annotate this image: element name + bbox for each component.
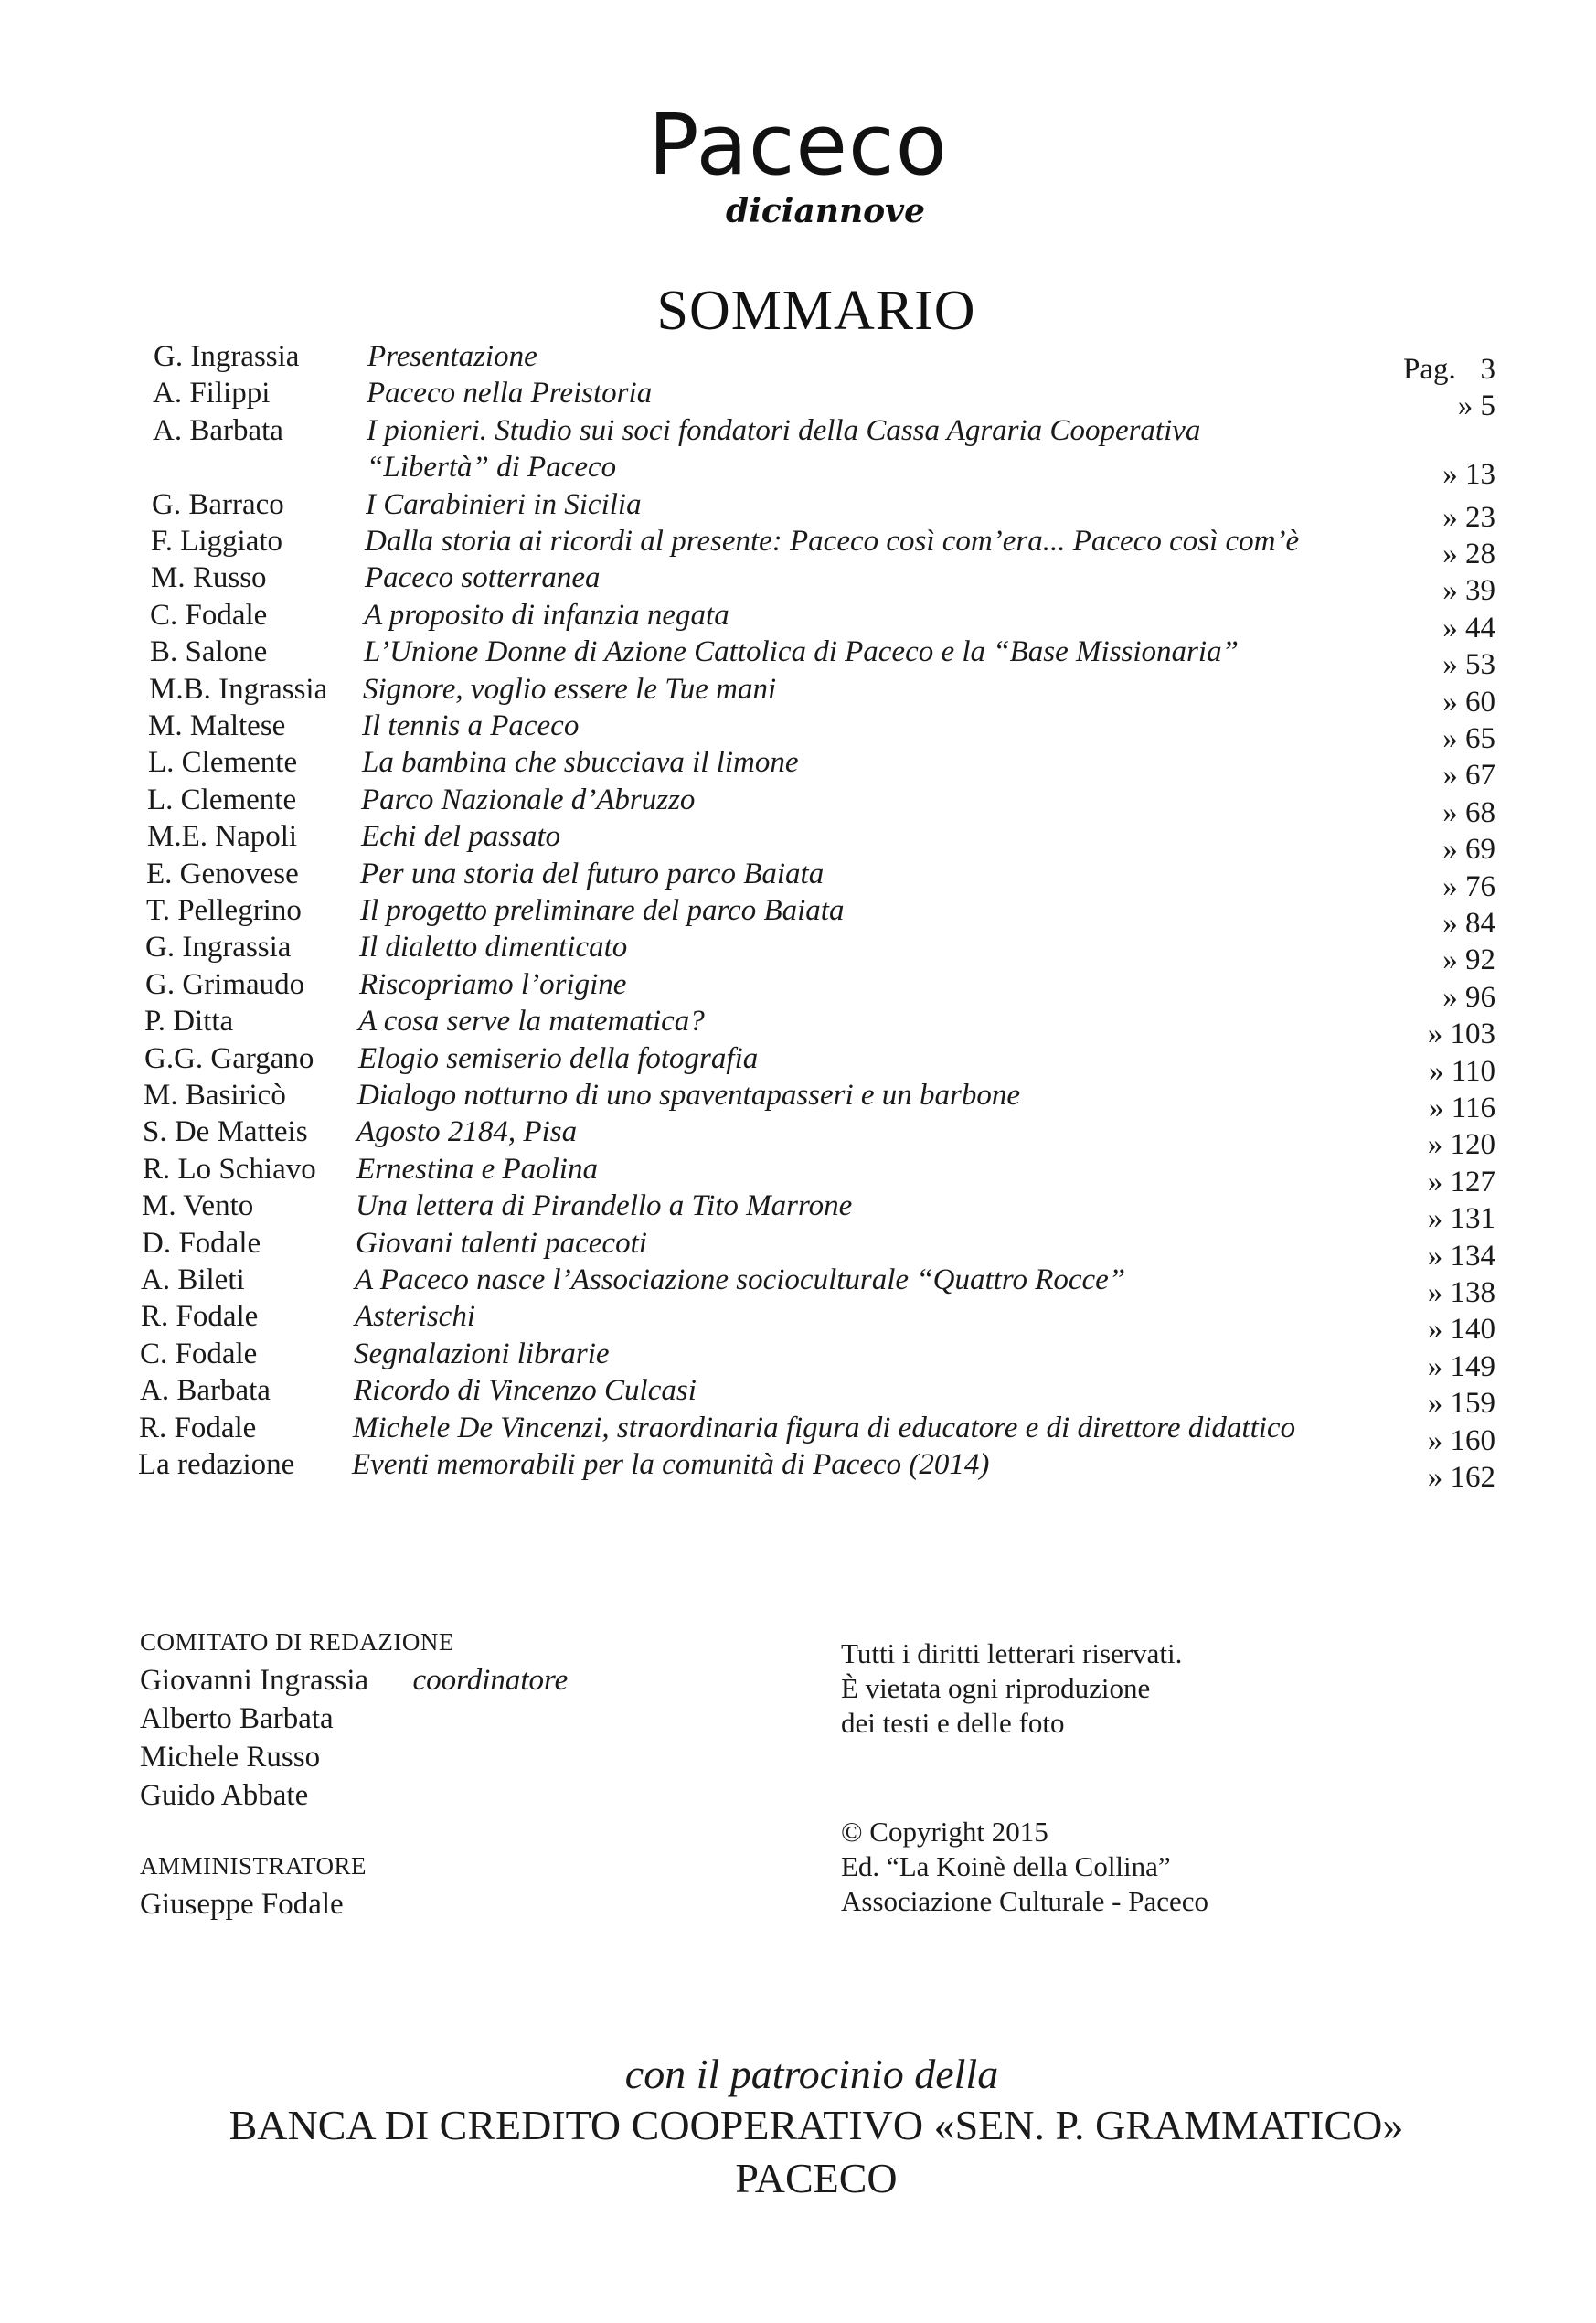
toc-article-title: Per una storia del futuro parco Baiata (360, 857, 825, 890)
toc-entry (0, 1410, 1596, 1457)
publisher-line: Ed. “La Koinè della Collina” (841, 1850, 1171, 1882)
toc-entry (0, 1298, 1596, 1347)
rights-line: Tutti i diritti letterari riservati. (841, 1637, 1183, 1669)
toc-entry (0, 486, 1596, 534)
rights-line: È vietata ogni riproduzione (841, 1672, 1151, 1704)
toc-article-title: Giovani talenti pacecoti (356, 1226, 647, 1260)
toc-entry (0, 966, 1596, 1014)
toc-author: G. Ingrassia (145, 931, 292, 964)
patron-town: PACECO (735, 2155, 898, 2201)
toc-article-title: Ernestina e Paolina (356, 1152, 598, 1186)
patron-bank-name: BANCA DI CREDITO COOPERATIVO «SEN. P. GRAMMATICO» (229, 2102, 1404, 2148)
toc-author: C. Fodale (140, 1337, 258, 1370)
toc-page-number: » 120 (1427, 1128, 1495, 1162)
page-column-label: Pag. (1403, 353, 1456, 386)
toc-article-title: Il progetto preliminare del parco Baiata (360, 894, 845, 927)
toc-article-title: A proposito di infanzia negata (364, 598, 729, 632)
toc-author: La redazione (138, 1448, 295, 1481)
toc-entry (0, 1336, 1596, 1383)
toc-page-number: » 134 (1427, 1239, 1495, 1273)
toc-entry (0, 1040, 1596, 1088)
toc-page-number: » 103 (1427, 1018, 1495, 1051)
toc-page-number: » 131 (1427, 1202, 1495, 1236)
toc-page-number: » 159 (1427, 1387, 1495, 1421)
toc-entry (0, 375, 1596, 423)
committee-block (140, 1623, 568, 1815)
toc-author: M. Vento (142, 1189, 254, 1223)
toc-article-title: Segnalazioni librarie (354, 1337, 610, 1370)
toc-entry (0, 1114, 1596, 1162)
rights-notice (841, 1636, 1182, 1741)
toc-article-title: A cosa serve la matematica? (358, 1005, 705, 1039)
toc-entry (0, 1372, 1596, 1421)
toc-entry (0, 1188, 1596, 1236)
toc-page-number: » 162 (1427, 1461, 1495, 1494)
toc-article-title: Signore, voglio essere le Tue mani (363, 672, 777, 706)
committee-label: COMITATO DI REDAZIONE (140, 1628, 454, 1656)
toc-entry (0, 782, 1596, 829)
toc-entry (0, 1003, 1596, 1051)
toc-article-title: I pionieri. Studio sui soci fondatori della Cassa Agraria Cooperativa (367, 413, 1201, 447)
committee-member: Alberto Barbata (140, 1702, 334, 1735)
committee-member: Giovanni Ingrassia coordinatore (140, 1664, 569, 1697)
toc-page-number: » 76 (1442, 869, 1495, 903)
toc-entry (0, 338, 1596, 386)
toc-entry (0, 671, 1596, 719)
toc-author: R. Fodale (139, 1411, 257, 1444)
toc-author: G.G. Gargano (144, 1041, 314, 1075)
toc-entry (0, 818, 1596, 867)
administrator-block (140, 1847, 367, 1923)
toc-article-title: L’Unione Donne di Azione Cattolica di Paceco e la “Base Missionaria” (364, 635, 1239, 669)
copyright-notice (841, 1815, 1208, 1919)
toc-article-title: La bambina che sbucciava il limone (362, 746, 799, 780)
toc-page-number: » 60 (1442, 685, 1495, 719)
toc-entry (0, 1262, 1596, 1309)
toc-author: G. Grimaudo (145, 967, 305, 1001)
toc-author: R. Lo Schiavo (143, 1152, 316, 1186)
toc-page-number: » 44 (1442, 611, 1495, 645)
toc-page-number: » 28 (1442, 538, 1495, 570)
toc-page-number: » 92 (1442, 943, 1495, 977)
toc-entry (0, 856, 1596, 903)
toc-page-number: » 67 (1442, 759, 1495, 793)
toc-entry (0, 634, 1596, 682)
toc-heading: SOMMARIO (656, 280, 976, 342)
toc-author: M. Russo (151, 561, 267, 595)
magazine-title: Paceco (648, 96, 948, 194)
toc-page-number: » 138 (1427, 1276, 1495, 1309)
toc-entry (0, 1225, 1596, 1273)
toc-article-title: Elogio semiserio della fotografia (358, 1041, 759, 1075)
toc-page-number: » 53 (1442, 648, 1495, 682)
toc-article-title-continued: “Libertà” di Paceco (367, 451, 617, 485)
toc-page-number: » 127 (1427, 1165, 1495, 1199)
toc-article-title: I Carabinieri in Sicilia (366, 487, 642, 521)
toc-page-number: » 13 (1442, 458, 1495, 492)
toc-article-title: Agosto 2184, Pisa (356, 1115, 578, 1149)
toc-page-number: » 39 (1442, 574, 1495, 608)
toc-page-number: 3 (1480, 353, 1495, 386)
toc-author: A. Filippi (153, 377, 271, 410)
toc-author: S. De Matteis (143, 1115, 308, 1149)
toc-entry (0, 412, 1596, 492)
toc-article-title: Echi del passato (361, 820, 561, 854)
toc-page-number: » 5 (1457, 389, 1495, 423)
toc-author: M.E. Napoli (147, 820, 298, 854)
toc-article-title: Ricordo di Vincenzo Culcasi (354, 1374, 697, 1408)
toc-article-title: A Paceco nasce l’Associazione socioculturale “Quattro Rocce” (355, 1263, 1126, 1296)
toc-author: M. Basiricò (144, 1079, 286, 1112)
toc-author: C. Fodale (150, 598, 268, 632)
toc-article-title: Eventi memorabili per la comunità di Paceco (2014) (352, 1448, 990, 1481)
committee-member: Michele Russo (140, 1741, 321, 1774)
toc-entry (0, 559, 1596, 608)
toc-article-title: Una lettera di Pirandello a Tito Marrone (356, 1189, 853, 1223)
toc-article-title: Il tennis a Paceco (362, 709, 580, 742)
toc-page-number: » 110 (1428, 1054, 1495, 1088)
toc-article-title: Presentazione (367, 340, 537, 373)
toc-page-number: » 116 (1428, 1092, 1495, 1124)
toc-author: G. Ingrassia (154, 340, 300, 373)
toc-author: A. Barbata (140, 1374, 271, 1408)
toc-author: L. Clemente (148, 746, 298, 780)
toc-entry (0, 708, 1596, 755)
toc-page-number: » 65 (1442, 722, 1495, 755)
toc-entry (0, 523, 1596, 570)
toc-author: D. Fodale (142, 1226, 261, 1260)
toc-author: M. Maltese (148, 709, 286, 742)
toc-page-number: » 69 (1442, 833, 1495, 867)
toc-entry (0, 929, 1596, 977)
toc-entry (0, 1077, 1596, 1124)
toc-article-title: Parco Nazionale d’Abruzzo (361, 783, 696, 816)
administrator-name: Giuseppe Fodale (140, 1888, 344, 1921)
association-line: Associazione Culturale - Paceco (841, 1885, 1208, 1917)
toc-entry (0, 892, 1596, 940)
toc-article-title: Michele De Vincenzi, straordinaria figura di educatore e di direttore didattico (353, 1411, 1296, 1444)
committee-member: Guido Abbate (140, 1779, 309, 1812)
copyright-line: © Copyright 2015 (841, 1816, 1048, 1848)
toc-author: T. Pellegrino (146, 894, 302, 927)
toc-page-number: » 140 (1427, 1313, 1495, 1347)
toc-entry (0, 597, 1596, 645)
toc-author: F. Liggiato (151, 525, 283, 558)
rights-line: dei testi e delle foto (841, 1707, 1065, 1739)
toc-article-title: Il dialetto dimenticato (359, 931, 628, 964)
toc-article-title: Paceco nella Preistoria (367, 377, 653, 410)
toc-article-title: Dialogo notturno di uno spaventapasseri e un barbone (357, 1079, 1021, 1112)
toc-author: P. Ditta (144, 1005, 234, 1039)
toc-author: G. Barraco (152, 487, 284, 521)
toc-entry (0, 744, 1596, 793)
toc-page-number: » 68 (1442, 795, 1495, 829)
toc-entry (0, 1446, 1596, 1494)
toc-entry (0, 1151, 1596, 1199)
toc-article-title: Riscopriamo l’origine (359, 967, 627, 1001)
administrator-label: AMMINISTRATORE (140, 1852, 367, 1880)
toc-article-title: Asterischi (355, 1300, 475, 1334)
toc-page-number: » 84 (1442, 907, 1495, 940)
toc-page-number: » 23 (1442, 500, 1495, 534)
toc-article-title: Paceco sotterranea (365, 561, 601, 595)
toc-author: A. Barbata (153, 413, 283, 447)
toc-article-title: Dalla storia ai ricordi al presente: Paceco così com’era... Paceco così com’è (365, 525, 1300, 558)
toc-author: R. Fodale (141, 1300, 259, 1334)
toc-author: L. Clemente (147, 783, 297, 816)
patronage-intro: con il patrocinio della (624, 2051, 999, 2097)
toc-page-number: » 149 (1427, 1349, 1495, 1383)
toc-author: B. Salone (150, 635, 268, 669)
toc-page-number: » 96 (1442, 980, 1495, 1014)
toc-author: A. Bileti (141, 1263, 245, 1296)
magazine-subtitle: diciannove (726, 192, 925, 230)
toc-page-number: » 160 (1427, 1423, 1495, 1457)
toc-author: E. Genovese (146, 857, 299, 890)
toc-author: M.B. Ingrassia (149, 672, 328, 706)
